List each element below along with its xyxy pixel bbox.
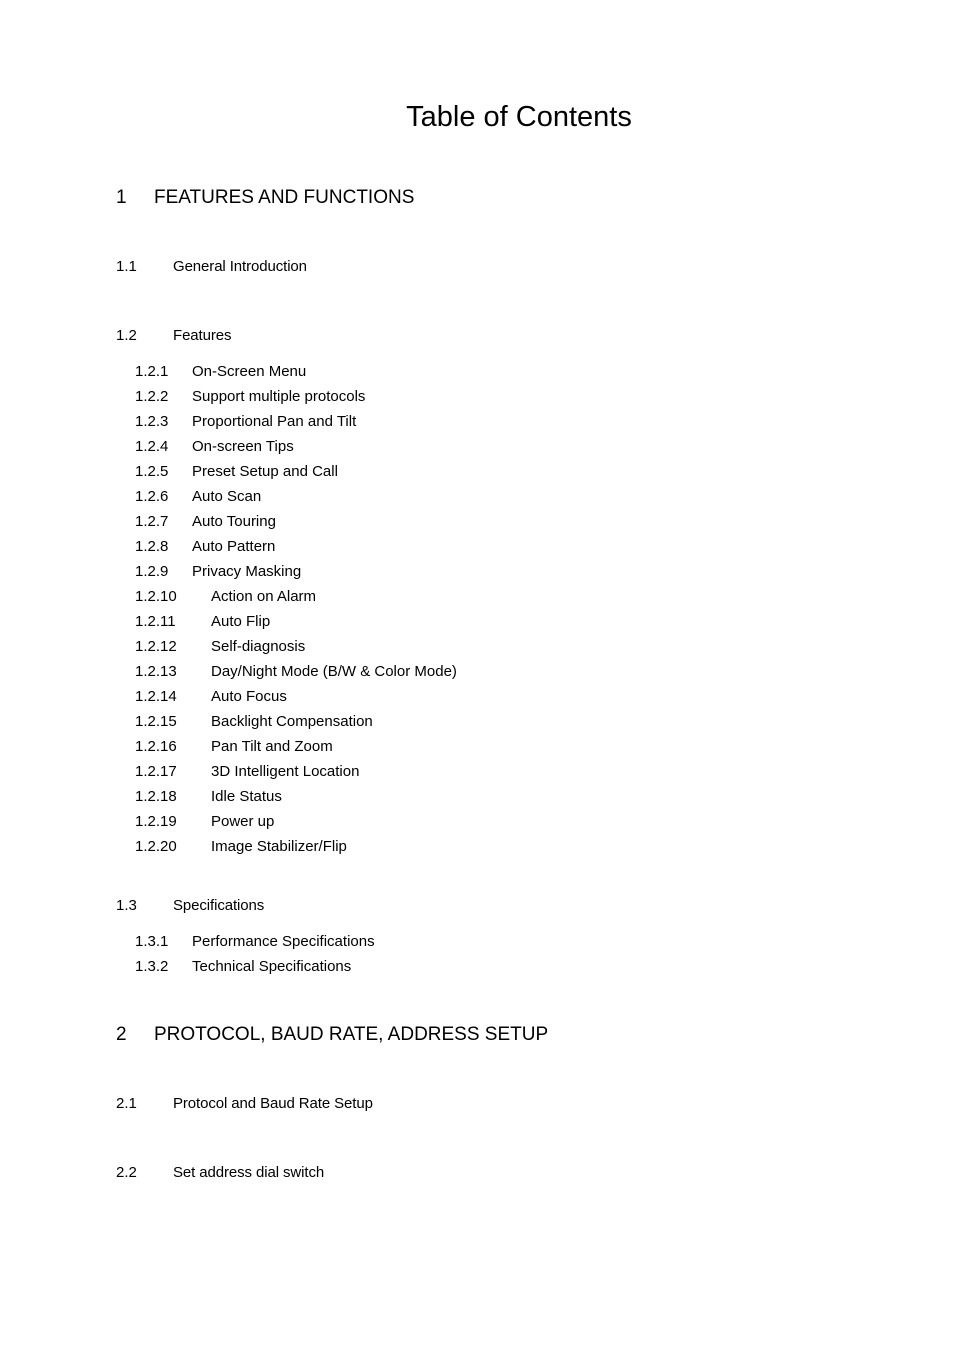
toc-entry-number: 1.2.20 <box>135 838 177 855</box>
toc-entry-label: Support multiple protocols <box>192 388 366 405</box>
toc-entry-label: Auto Touring <box>192 513 276 530</box>
toc-entry-label: Auto Flip <box>211 613 271 630</box>
toc-entry-label: Idle Status <box>211 788 282 805</box>
toc-entry-number: 1.3.1 <box>135 933 169 950</box>
toc-entry-label: Proportional Pan and Tilt <box>192 413 357 430</box>
toc-entry-number: 1.2.1 <box>135 363 169 380</box>
toc-entry-number: 2.1 <box>116 1095 137 1112</box>
toc-entry-number: 1.2.17 <box>135 763 177 780</box>
toc-entry-label: Privacy Masking <box>192 563 302 580</box>
toc-entry-number: 1.2.2 <box>135 388 169 405</box>
toc-entry-number: 1.2.11 <box>135 613 176 630</box>
toc-entry-label: Features <box>173 327 232 344</box>
toc-entry-number: 1.2.8 <box>135 538 169 555</box>
toc-entry-number: 1.3 <box>116 897 137 914</box>
toc-entry-number: 1.2.7 <box>135 513 169 530</box>
toc-entry-number: 1.1 <box>116 258 137 275</box>
toc-entry-label: Image Stabilizer/Flip <box>211 838 347 855</box>
toc-entry-label: Auto Pattern <box>192 538 276 555</box>
toc-entry-label: 3D Intelligent Location <box>211 763 360 780</box>
toc-entry-number: 1.2.6 <box>135 488 169 505</box>
toc-entry-number: 1.2.5 <box>135 463 169 480</box>
toc-entry-number: 1.2.12 <box>135 638 177 655</box>
toc-entry-label: Preset Setup and Call <box>192 463 338 480</box>
toc-entry-label: Specifications <box>173 897 265 914</box>
page-title: Table of Contents <box>406 101 632 133</box>
toc-entry-label: Auto Scan <box>192 488 262 505</box>
toc-entry-label: Technical Specifications <box>192 958 352 975</box>
toc-entry-label: On-screen Tips <box>192 438 294 455</box>
toc-entry-label: PROTOCOL, BAUD RATE, ADDRESS SETUP <box>154 1024 549 1045</box>
toc-entry-label: Backlight Compensation <box>211 713 373 730</box>
toc-entry-number: 1.2.9 <box>135 563 169 580</box>
toc-entry-label: Self-diagnosis <box>211 638 306 655</box>
toc-entry-number: 1.2.18 <box>135 788 177 805</box>
toc-entry-label: On-Screen Menu <box>192 363 307 380</box>
toc-entry-label: Power up <box>211 813 275 830</box>
toc-entry-number: 1.2.10 <box>135 588 177 605</box>
toc-entry-number: 1.2.13 <box>135 663 177 680</box>
toc-entry-number: 1.2.14 <box>135 688 177 705</box>
toc-entry-label: Day/Night Mode (B/W & Color Mode) <box>211 663 457 680</box>
toc-entry-label: Pan Tilt and Zoom <box>211 738 333 755</box>
toc-entry-number: 1.2.15 <box>135 713 177 730</box>
toc-entry-number: 1.2.3 <box>135 413 169 430</box>
toc-entry-label: Performance Specifications <box>192 933 375 950</box>
toc-entry-label: Action on Alarm <box>211 588 317 605</box>
toc-entry-number: 1.2 <box>116 327 137 344</box>
toc-entry-label: FEATURES AND FUNCTIONS <box>154 187 415 208</box>
toc-entry-number: 1.3.2 <box>135 958 169 975</box>
toc-entry-label: Auto Focus <box>211 688 287 705</box>
toc-entry-number: 2 <box>116 1024 127 1045</box>
toc-entry-label: Set address dial switch <box>173 1164 325 1181</box>
toc-entry-number: 1.2.16 <box>135 738 177 755</box>
toc-entry-number: 1.2.19 <box>135 813 177 830</box>
toc-entry-label: Protocol and Baud Rate Setup <box>173 1095 373 1112</box>
toc-entry-label: General Introduction <box>173 258 307 275</box>
toc-entry-number: 1 <box>116 187 127 208</box>
toc-entry-number: 2.2 <box>116 1164 137 1181</box>
toc-entry-number: 1.2.4 <box>135 438 169 455</box>
